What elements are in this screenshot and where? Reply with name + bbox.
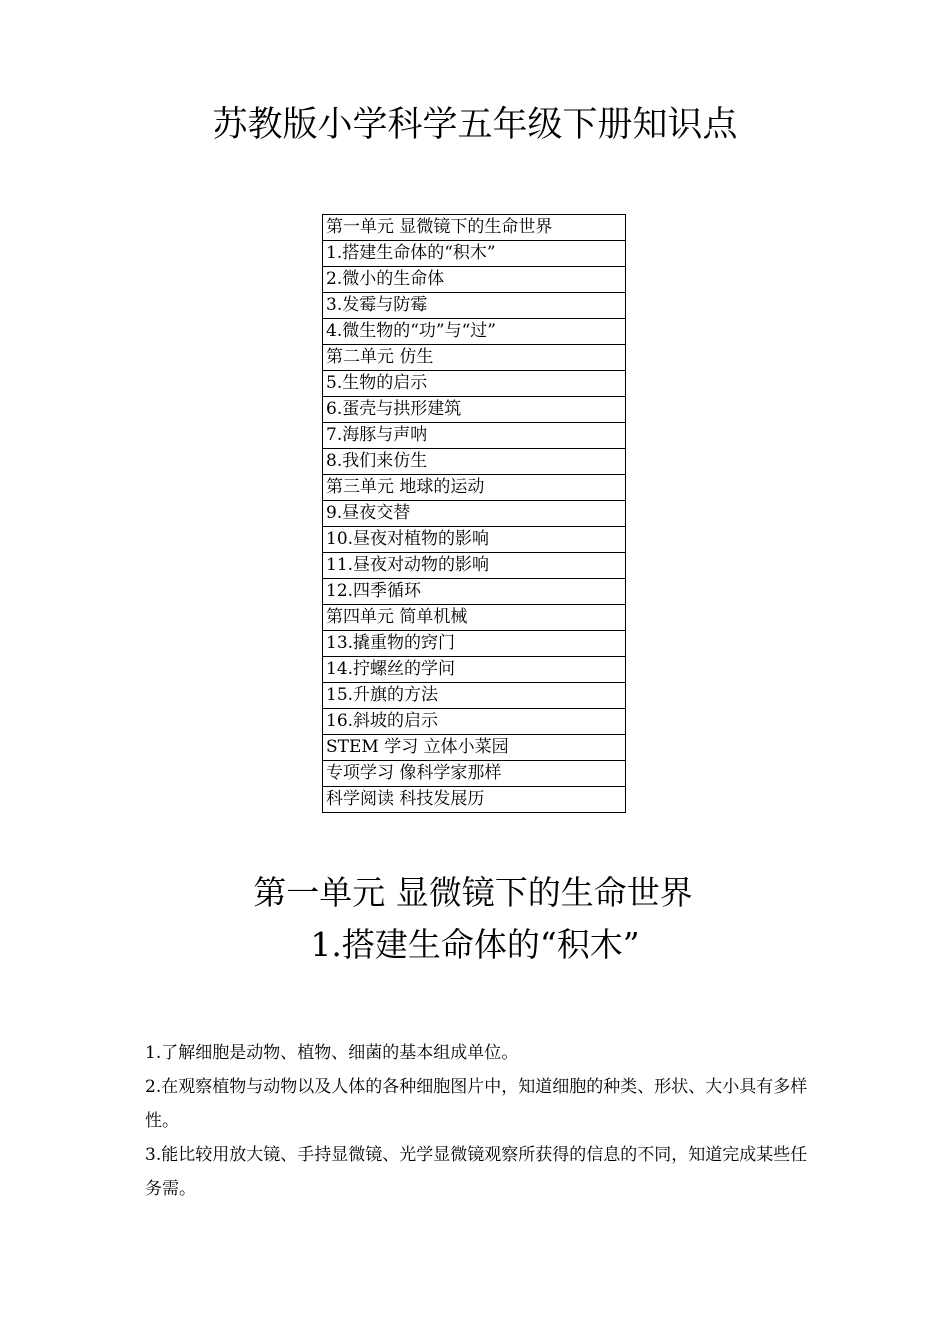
toc-cell: 第二单元 仿生	[323, 345, 626, 371]
toc-row	[323, 241, 626, 267]
toc-cell: 专项学习 像科学家那样	[323, 761, 626, 787]
toc-cell: 2.微小的生命体	[323, 267, 626, 293]
toc-cell: 第一单元 显微镜下的生命世界	[323, 215, 626, 241]
toc-cell: STEM 学习 立体小菜园	[323, 735, 626, 761]
unit-heading: 第一单元 显微镜下的生命世界	[253, 873, 693, 912]
toc-cell: 7.海豚与声呐	[323, 423, 626, 449]
toc-row	[323, 657, 626, 683]
toc-row	[323, 345, 626, 371]
toc-cell: 10.昼夜对植物的影响	[323, 527, 626, 553]
toc-row	[323, 553, 626, 579]
toc-row	[323, 319, 626, 345]
toc-row	[323, 735, 626, 761]
toc-row	[323, 631, 626, 657]
toc-row	[323, 397, 626, 423]
toc-row	[323, 527, 626, 553]
toc-cell: 第四单元 简单机械	[323, 605, 626, 631]
toc-row	[323, 267, 626, 293]
toc-cell: 16.斜坡的启示	[323, 709, 626, 735]
toc-cell: 8.我们来仿生	[323, 449, 626, 475]
toc-cell: 科学阅读 科技发展历	[323, 787, 626, 813]
toc-row	[323, 683, 626, 709]
toc-row	[323, 423, 626, 449]
knowledge-points	[145, 1036, 817, 1206]
knowledge-point: 2.在观察植物与动物以及人体的各种细胞图片中，知道细胞的种类、形状、大小具有多样性。	[145, 1077, 808, 1131]
toc-row	[323, 449, 626, 475]
toc-row	[323, 501, 626, 527]
table-of-contents	[322, 214, 626, 813]
toc-cell: 15.升旗的方法	[323, 683, 626, 709]
knowledge-point: 3.能比较用放大镜、手持显微镜、光学显微镜观察所获得的信息的不同，知道完成某些任务需。	[145, 1145, 808, 1199]
toc-cell: 14.拧螺丝的学问	[323, 657, 626, 683]
toc-row	[323, 605, 626, 631]
toc-row	[323, 579, 626, 605]
toc-cell: 5.生物的启示	[323, 371, 626, 397]
knowledge-point: 1.了解细胞是动物、植物、细菌的基本组成单位。	[145, 1043, 519, 1063]
toc-row	[323, 293, 626, 319]
toc-row	[323, 787, 626, 813]
toc-cell: 12.四季循环	[323, 579, 626, 605]
toc-row	[323, 761, 626, 787]
toc-row	[323, 371, 626, 397]
toc-cell: 3.发霉与防霉	[323, 293, 626, 319]
toc-cell: 11.昼夜对动物的影响	[323, 553, 626, 579]
toc-cell: 4.微生物的“功”与“过”	[323, 319, 626, 345]
toc-row	[323, 215, 626, 241]
toc-cell: 9.昼夜交替	[323, 501, 626, 527]
toc-cell: 13.撬重物的窍门	[323, 631, 626, 657]
toc-row	[323, 475, 626, 501]
lesson-heading: 1.搭建生命体的“积木”	[310, 925, 640, 964]
toc-cell: 6.蛋壳与拱形建筑	[323, 397, 626, 423]
toc-cell: 第三单元 地球的运动	[323, 475, 626, 501]
toc-cell: 1.搭建生命体的“积木”	[323, 241, 626, 267]
document-title: 苏教版小学科学五年级下册知识点	[212, 105, 738, 145]
toc-row	[323, 709, 626, 735]
